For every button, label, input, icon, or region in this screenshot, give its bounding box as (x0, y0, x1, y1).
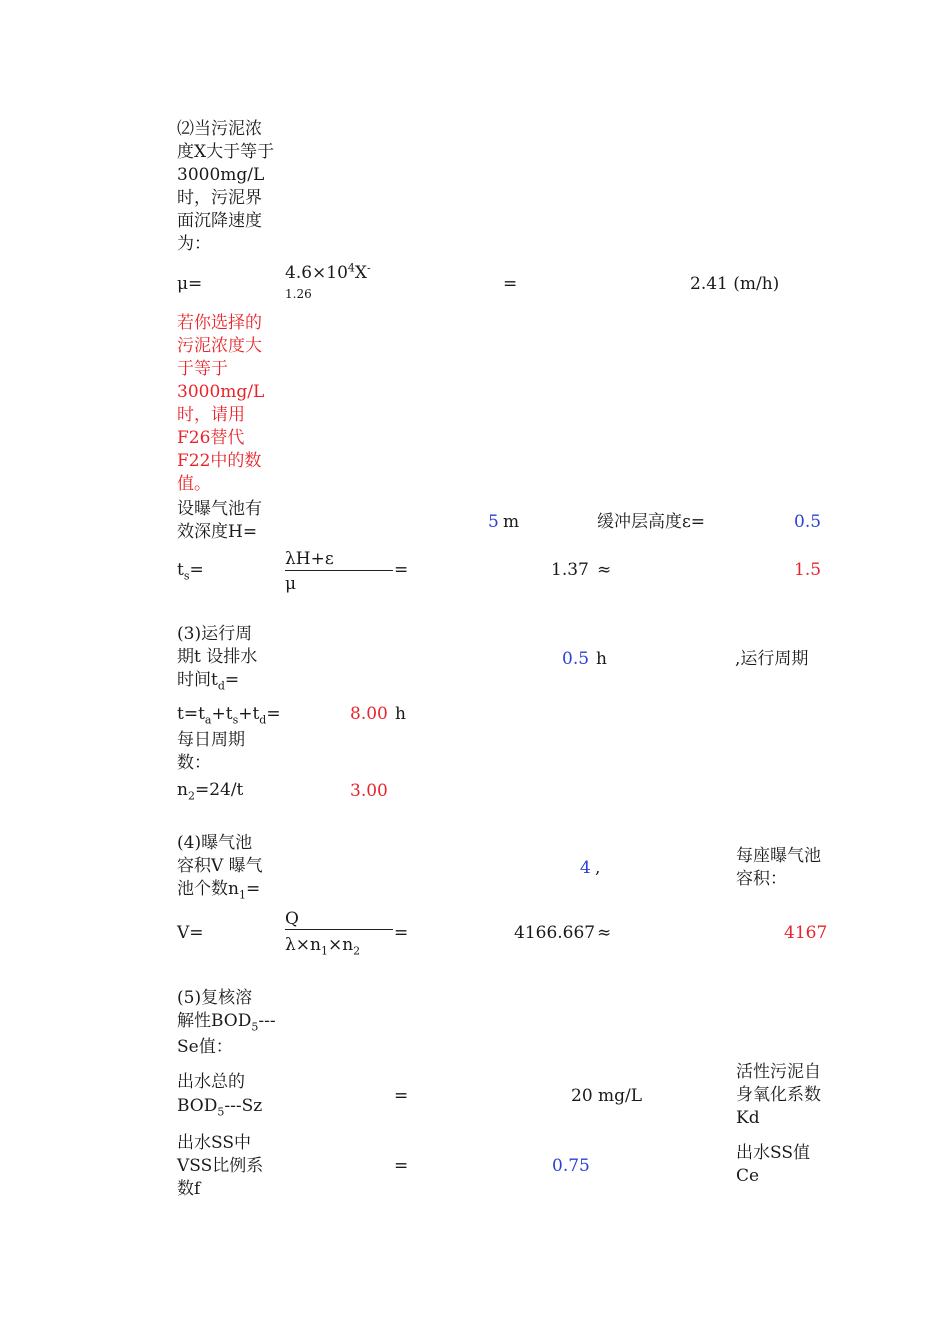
t-plus2: +t (238, 704, 260, 724)
n2-value: 3.00 (350, 781, 388, 801)
sz-label-sub: 5 (217, 1105, 225, 1119)
V-denominator (285, 934, 360, 957)
f-value: 0.75 (552, 1156, 590, 1176)
section4-intro-line2: 容积V 曝气 (177, 856, 263, 876)
ts-equals: = (394, 560, 409, 580)
sz-label-pre: BOD (177, 1096, 218, 1116)
t-unit: h (395, 704, 406, 724)
ts-label-sub: s (183, 569, 190, 583)
ts-approx: ≈ (597, 560, 612, 580)
sz-label-line1: 出水总的 (177, 1072, 245, 1092)
td-label-sub: d (217, 679, 225, 693)
ts-label (177, 559, 204, 582)
V-label: V= (177, 923, 204, 943)
section5-intro-line2 (177, 1010, 276, 1033)
V-den-mid: ×n (327, 935, 354, 955)
V-fraction-line (285, 929, 393, 930)
ts-label-post: = (189, 560, 204, 580)
formula-base: 4.6×10 (285, 263, 348, 283)
depth-unit: m (503, 512, 520, 532)
sz-equals: = (394, 1086, 409, 1106)
se-label-sub: 5 (251, 1020, 259, 1034)
f-equals: = (394, 1156, 409, 1176)
n2-label (177, 779, 243, 802)
td-label-post: = (224, 670, 240, 690)
section3-intro-line3 (177, 669, 239, 692)
each-volume-label: 每座曝气池容积： (736, 846, 821, 889)
section3-intro-line2: 期t 设排水 (177, 647, 258, 667)
t-plus1: +t (211, 704, 233, 724)
V-equals: = (394, 923, 409, 943)
n1-comma: , (595, 858, 601, 878)
t-formula-pre: t=t (177, 704, 205, 724)
kd-label: 活性污泥自身氧化系数Kd (736, 1062, 821, 1128)
t-sub-d: d (259, 713, 267, 727)
mu-label: μ= (177, 274, 203, 294)
n1-value: 4 (580, 858, 591, 878)
formula-exp-cont: 1.26 (285, 287, 312, 301)
V-numerator: Q (285, 909, 299, 929)
formula-exp2: - (367, 261, 371, 275)
t-formula (177, 703, 281, 726)
sz-label-line2 (177, 1095, 262, 1118)
section4-intro-line3 (177, 878, 260, 901)
n2-pre: n (177, 780, 188, 800)
buffer-label: 缓冲层高度ε= (597, 512, 706, 532)
ts-numerator: λH+ε (285, 549, 334, 569)
daily-cycles-label: 每日周期数： (177, 730, 245, 773)
section2-intro: ⑵当污泥浓度X大于等于3000mg/L时，污泥界面沉降速度为： (177, 119, 275, 254)
V-value: 4166.667 (514, 923, 596, 943)
t-eq: = (266, 704, 281, 724)
sz-value: 20 mg/L (571, 1086, 643, 1106)
ts-rounded: 1.5 (794, 560, 822, 580)
V-approx: ≈ (597, 923, 612, 943)
t-value: 8.00 (350, 704, 388, 724)
ts-denominator: μ (285, 574, 297, 594)
t-sub-s: s (232, 713, 239, 727)
depth-label: 设曝气池有效深度H= (177, 499, 262, 542)
td-value: 0.5 (562, 649, 590, 669)
section5-intro-line1: (5)复核溶 (177, 988, 253, 1008)
mu-value: 2.41 (m/h) (690, 274, 780, 294)
formula-var: X (354, 263, 368, 283)
sz-label-post: ---Sz (224, 1096, 263, 1116)
depth-value: 5 (488, 512, 499, 532)
ts-fraction-line (285, 570, 393, 571)
cycle-text: ,运行周期 (735, 649, 809, 669)
formula-exp: 4 (347, 261, 355, 275)
se-label-post: --- (258, 1011, 276, 1031)
n1-label-post: = (245, 879, 261, 899)
ce-label: 出水SS值Ce (736, 1143, 810, 1186)
n2-post: =24/t (194, 780, 244, 800)
mu-equals: = (503, 274, 518, 294)
se-label-pre: 解性BOD (177, 1011, 252, 1031)
section5-intro-line3: Se值： (177, 1037, 233, 1057)
f26-note: 若你选择的污泥浓度大于等于3000mg/L时，请用F26替代F22中的数值。 (177, 313, 265, 494)
section3-intro-line1: (3)运行周 (177, 624, 253, 644)
buffer-value: 0.5 (794, 512, 822, 532)
V-den-sub1: 1 (320, 944, 328, 958)
n2-sub: 2 (187, 789, 195, 803)
V-den-pre: λ×n (285, 935, 321, 955)
ts-value: 1.37 (551, 560, 589, 580)
section4-intro-line1: (4)曝气池 (177, 833, 253, 853)
n1-label-pre: 池个数n (177, 879, 239, 899)
n1-label-sub: 1 (238, 888, 246, 902)
ts-label-pre: t (177, 560, 184, 580)
td-unit: h (596, 649, 607, 669)
t-sub-a: a (204, 713, 212, 727)
f-label: 出水SS中VSS比例系数f (177, 1133, 264, 1199)
td-label-pre: 时间t (177, 670, 218, 690)
V-den-sub2: 2 (353, 944, 361, 958)
V-rounded: 4167 (784, 923, 828, 943)
mu-formula (285, 262, 371, 285)
